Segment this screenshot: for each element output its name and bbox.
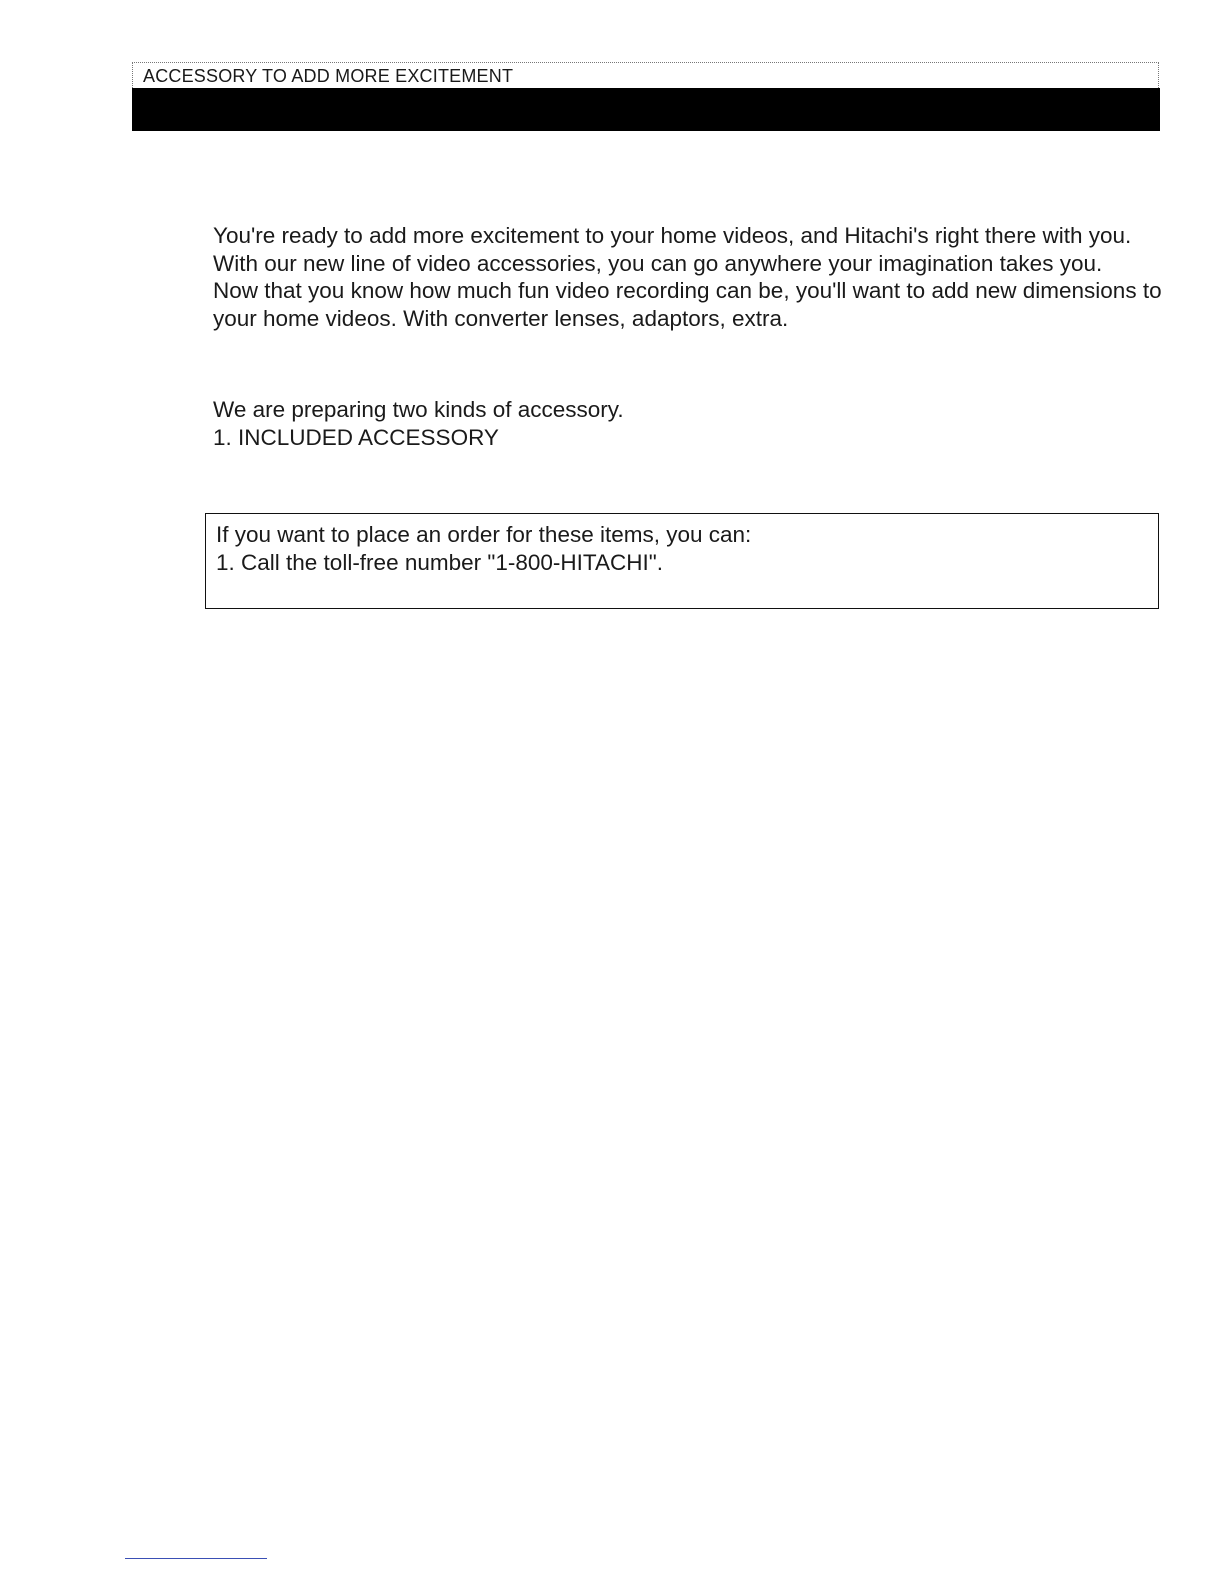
order-info-box — [205, 513, 1159, 609]
accessory-kind-item-1: 1. INCLUDED ACCESSORY — [213, 424, 499, 450]
intro-paragraph-2: Now that you know how much fun video recording can be, you'll want to add new dimensions to your home videos. With converter lenses, adaptors, extra. — [213, 278, 1162, 331]
order-info-lead: If you want to place an order for these items, you can: — [216, 522, 752, 547]
section-header-bar — [132, 88, 1160, 131]
footer-rule — [125, 1558, 267, 1559]
intro-paragraph-1: You're ready to add more excitement to your home videos, and Hitachi's right there with you. With our new line of video accessories, you can go anywhere your imagination takes you. — [213, 223, 1132, 276]
intro-text — [213, 222, 1163, 332]
section-header-tab — [132, 62, 1159, 88]
section-title: ACCESSORY TO ADD MORE EXCITEMENT — [143, 66, 514, 86]
accessory-kinds-lead: We are preparing two kinds of accessory. — [213, 397, 624, 422]
accessory-kinds — [213, 396, 1163, 451]
order-info-item-1: 1. Call the toll-free number "1-800-HITACHI". — [216, 549, 663, 575]
